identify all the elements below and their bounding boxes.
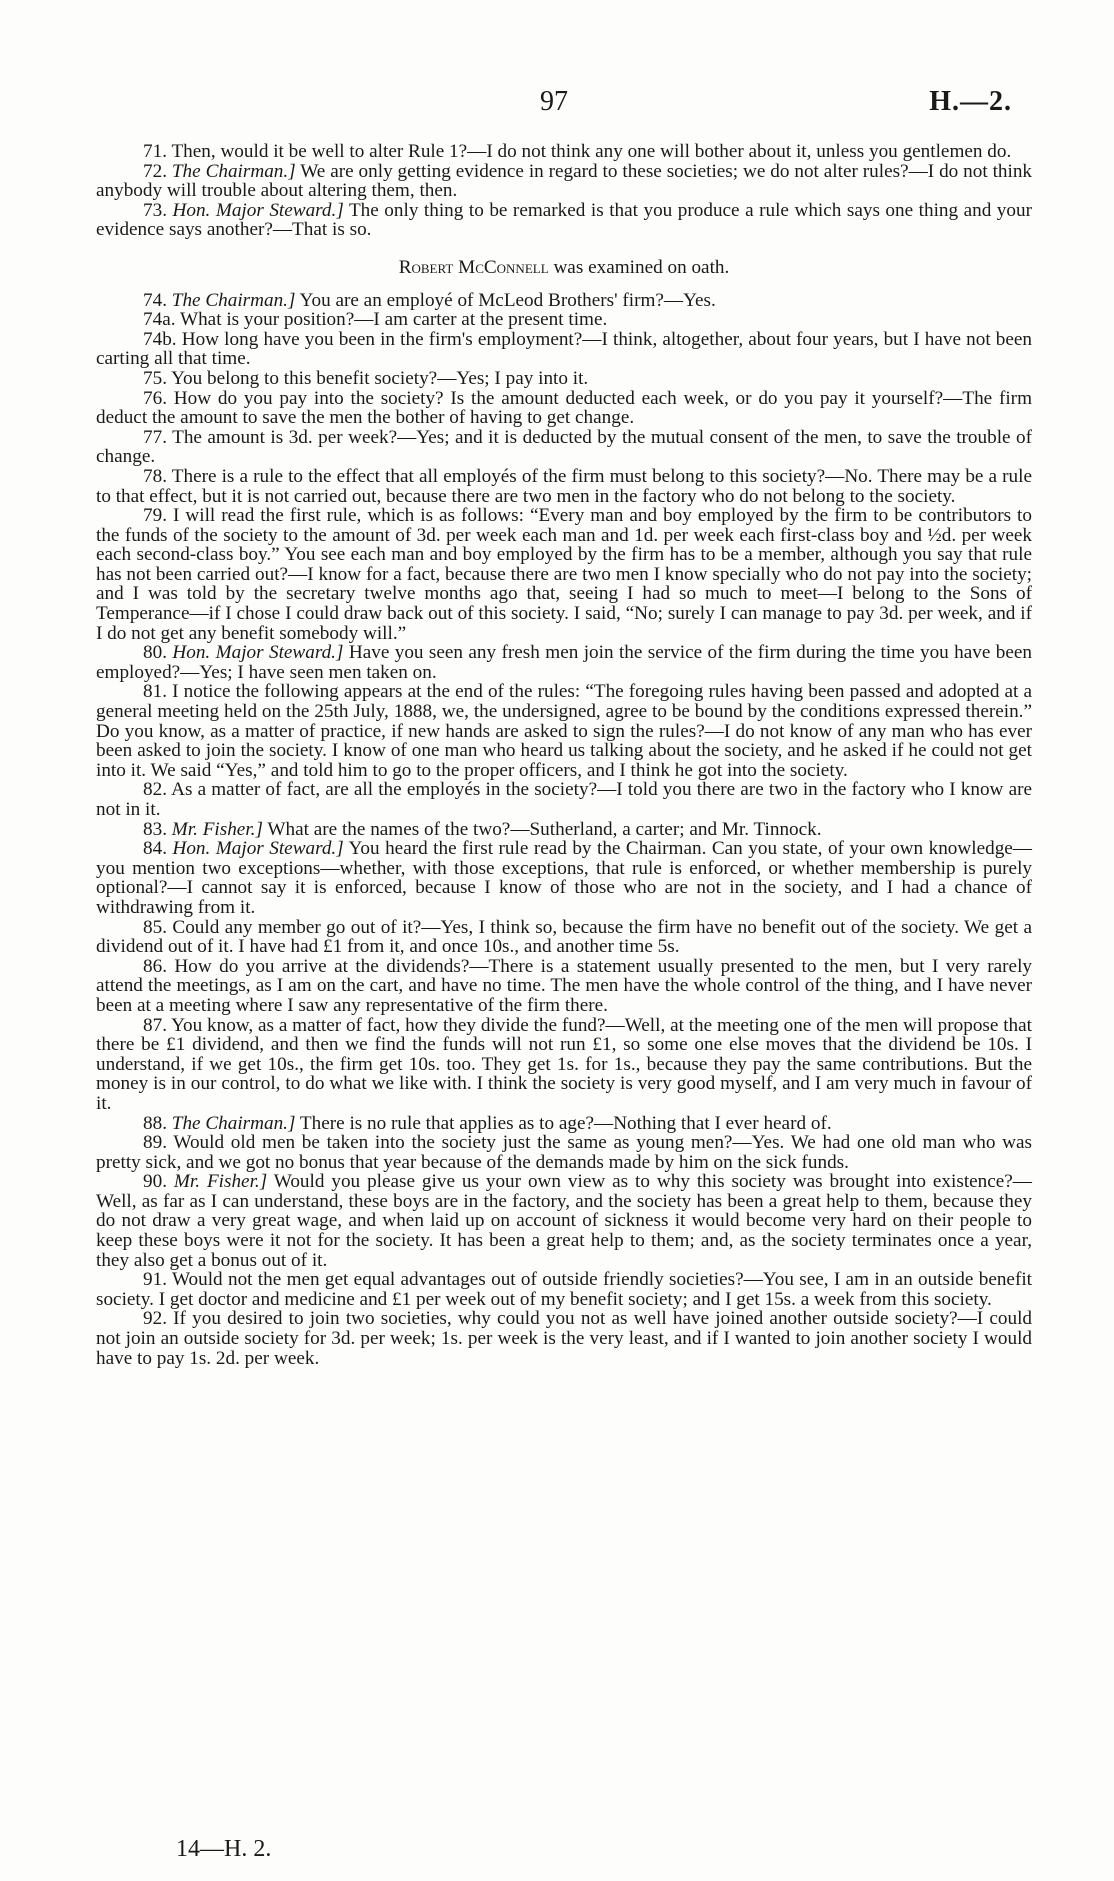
question-number: 86. bbox=[143, 955, 167, 977]
question-paragraph bbox=[96, 310, 1032, 330]
question-paragraph bbox=[96, 918, 1032, 957]
question-text: I notice the following appears at the end of the rules: “The foregoing rules having been passed and adopted at a general meeting held on the 25th July, 1888, we, the undersigned, agree to be bound by the conditions expressed therein.” Do you know, as a matter of practice, if new hands are asked to sign the rules?—I do not know of any man who has ever been asked to join the society. I know of one man who heard us talking about the society, and he asked if he could not get into it. We said “Yes,” and told him to go to the proper officers, and I think he got into the society. bbox=[96, 681, 1033, 781]
question-text: If you desired to join two societies, why could you not as well have joined another outside society?—I could not join an outside society for 3d. per week; 1s. per week is the very least, and if I wanted to join another society I would have to pay 1s. 2d. per week. bbox=[96, 1308, 1033, 1369]
question-paragraph bbox=[96, 201, 1032, 240]
question-number: 92. bbox=[143, 1308, 167, 1330]
speaker-name: Mr. Fisher.] bbox=[171, 818, 263, 840]
question-paragraph bbox=[96, 162, 1032, 201]
question-paragraph bbox=[96, 291, 1032, 311]
page-header bbox=[0, 86, 1114, 122]
question-text: What is your position?—I am carter at the present time. bbox=[179, 309, 608, 331]
question-paragraph bbox=[96, 780, 1032, 819]
question-number: 84. bbox=[143, 838, 167, 860]
question-text: Would you please give us your own view as to why this society was brought into existence?—Well, as far as I can understand, these boys are in the factory, and the society has been a great help to them, because they do not draw a very great wage, and when laid up on account of sickness it would become very hard on their people to keep these boys were it not for the society. It has been a great help to them; and, as the society terminates once a year, they also get a bonus out of it. bbox=[96, 1171, 1032, 1271]
question-text: You heard the first rule read by the Chairman. Can you state, of your own knowledge—you mention two exceptions—whether, with those exceptions, that rule is enforced, or whether membership is purely optional?—I cannot say it is enforced, because I know of those who are not in the society, and I had a chance of withdrawing from it. bbox=[96, 838, 1032, 918]
paragraph-group-before bbox=[96, 142, 1032, 240]
question-paragraph bbox=[96, 1270, 1032, 1309]
question-number: 80. bbox=[143, 642, 167, 664]
question-number: 72. bbox=[143, 160, 167, 182]
paragraph-group-after bbox=[96, 291, 1032, 1369]
question-text: You belong to this benefit society?—Yes; I pay into it. bbox=[171, 367, 589, 389]
question-text: As a matter of fact, are all the employés in the society?—I told you there are two in the factory who I know are not in it. bbox=[96, 779, 1032, 820]
question-number: 91. bbox=[143, 1269, 167, 1291]
question-number: 77. bbox=[143, 426, 167, 448]
question-text: The amount is 3d. per week?—Yes; and it is deducted by the mutual consent of the men, to save the trouble of change. bbox=[96, 426, 1032, 468]
witness-heading-suffix: was examined on oath. bbox=[553, 256, 730, 278]
question-number: 90. bbox=[143, 1171, 167, 1193]
question-number: 82. bbox=[143, 779, 167, 801]
question-text: You are an employé of McLeod Brothers' firm?—Yes. bbox=[299, 289, 716, 311]
speaker-name: The Chairman.] bbox=[171, 1112, 296, 1134]
document-reference: H.—2. bbox=[929, 86, 1012, 117]
question-text: The only thing to be remarked is that you produce a rule which says one thing and your evidence says another?—That is so. bbox=[96, 199, 1032, 241]
speaker-name: The Chairman.] bbox=[171, 160, 296, 182]
page-number: 97 bbox=[540, 86, 568, 117]
question-number: 75. bbox=[143, 367, 167, 389]
question-paragraph bbox=[96, 428, 1032, 467]
question-paragraph bbox=[96, 1016, 1032, 1114]
document-body bbox=[96, 142, 1032, 1368]
question-number: 79. bbox=[143, 505, 167, 527]
question-paragraph bbox=[96, 369, 1032, 389]
question-text: I will read the first rule, which is as follows: “Every man and boy employed by the firm to be contributors to the funds of the society to the amount of 3d. per week each man and 1d. per week each first-class boy and ½d. per week each second-class boy.” You see each man and boy employed by the firm has to be a member, although you say that rule has not been carried out?—I know for a fact, because there are two men I know specially who do not pay into the society; and I was told by the secretary twelve months ago that, seeing I had so much to meet—I belong to the Sons of Temperance—if I chose I could draw back out of this society. I said, “No; surely I can manage to pay 3d. per week, and if I do not get any benefit somebody will.” bbox=[96, 505, 1032, 644]
question-text: Would not the men get equal advantages out of outside friendly societies?—You see, I am in an outside benefit society. I get doctor and medicine and £1 per week out of my benefit society; and I get 15s. a week from this society. bbox=[96, 1269, 1032, 1310]
question-number: 81. bbox=[143, 681, 167, 703]
question-paragraph bbox=[96, 142, 1032, 162]
question-text: Have you seen any fresh men join the service of the firm during the time you have been employed?—Yes; I have seen men taken on. bbox=[96, 642, 1033, 683]
question-number: 89. bbox=[143, 1132, 167, 1154]
question-text: Could any member go out of it?—Yes, I think so, because the firm have no benefit out of the society. We get a dividend out of it. I have had £1 from it, and once 10s., and another time 5s. bbox=[96, 916, 1032, 958]
speaker-name: Hon. Major Steward.] bbox=[172, 642, 344, 664]
question-number: 74b. bbox=[143, 328, 177, 350]
question-paragraph bbox=[96, 682, 1032, 780]
question-number: 74. bbox=[143, 289, 167, 311]
question-number: 85. bbox=[143, 916, 167, 938]
witness-heading bbox=[96, 258, 1032, 278]
question-number: 88. bbox=[143, 1112, 167, 1134]
question-text: There is no rule that applies as to age?—Nothing that I ever heard of. bbox=[299, 1112, 832, 1134]
question-paragraph bbox=[96, 1172, 1032, 1270]
question-number: 87. bbox=[143, 1014, 167, 1036]
witness-name: Robert McConnell bbox=[398, 256, 549, 278]
question-paragraph bbox=[96, 820, 1032, 840]
question-text: What are the names of the two?—Sutherland, a carter; and Mr. Tinnock. bbox=[267, 818, 822, 840]
question-paragraph bbox=[96, 1309, 1032, 1368]
question-paragraph bbox=[96, 467, 1032, 506]
question-number: 71. bbox=[143, 141, 167, 162]
question-text: You know, as a matter of fact, how they divide the fund?—Well, at the meeting one of the men will propose that there be £1 dividend, and then we find the funds will not run £1, so some one else moves that the dividend be 10s. I understand, if we get 10s., the firm get 10s. too. They get 1s. for 1s., because they pay the same contributions. But the money is in our control, to do what we like with. I think the society is very good myself, and I am very much in favour of it. bbox=[96, 1014, 1032, 1114]
question-paragraph bbox=[96, 839, 1032, 917]
question-paragraph bbox=[96, 957, 1032, 1016]
question-text: How do you arrive at the dividends?—There is a statement usually presented to the men, but I very rarely attend the meetings, as I am on the cart, and have no time. The men have the whole control of the thing, and I have never been at a meeting where I saw any representative of the firm there. bbox=[96, 955, 1033, 1016]
question-number: 76. bbox=[143, 387, 167, 409]
speaker-name: Hon. Major Steward.] bbox=[172, 838, 344, 860]
question-text: Then, would it be well to alter Rule 1?—I do not think any one will bother about it, unless you gentlemen do. bbox=[171, 141, 1012, 162]
question-text: How do you pay into the society? Is the amount deducted each week, or do you pay it yourself?—The firm deduct the amount to save the men the bother of having to get change. bbox=[96, 387, 1032, 429]
speaker-name: Hon. Major Steward.] bbox=[172, 199, 344, 221]
question-text: Would old men be taken into the society just the same as young men?—Yes. We had one old man who was pretty sick, and we got no bonus that year because of the demands made by him on the sick funds. bbox=[96, 1132, 1033, 1173]
question-text: There is a rule to the effect that all employés of the firm must belong to this society?—No. There may be a rule to that effect, but it is not carried out, because there are two men in the factory who do not belong to the society. bbox=[96, 465, 1032, 507]
question-number: 73. bbox=[143, 199, 167, 221]
question-paragraph bbox=[96, 643, 1032, 682]
question-paragraph bbox=[96, 330, 1032, 369]
question-number: 83. bbox=[143, 818, 167, 840]
signature-mark: 14—H. 2. bbox=[176, 1836, 272, 1862]
question-text: We are only getting evidence in regard to these societies; we do not alter rules?—I do not think anybody will trouble about altering them, then. bbox=[96, 160, 1033, 202]
question-text: How long have you been in the firm's employment?—I think, altogether, about four years, but I have not been carting all that time. bbox=[96, 328, 1033, 370]
speaker-name: Mr. Fisher.] bbox=[173, 1171, 268, 1193]
question-paragraph bbox=[96, 1133, 1032, 1172]
question-paragraph bbox=[96, 506, 1032, 643]
question-number: 74a. bbox=[143, 309, 176, 331]
question-paragraph bbox=[96, 1114, 1032, 1134]
question-paragraph bbox=[96, 389, 1032, 428]
question-number: 78. bbox=[143, 465, 167, 487]
speaker-name: The Chairman.] bbox=[171, 289, 296, 311]
